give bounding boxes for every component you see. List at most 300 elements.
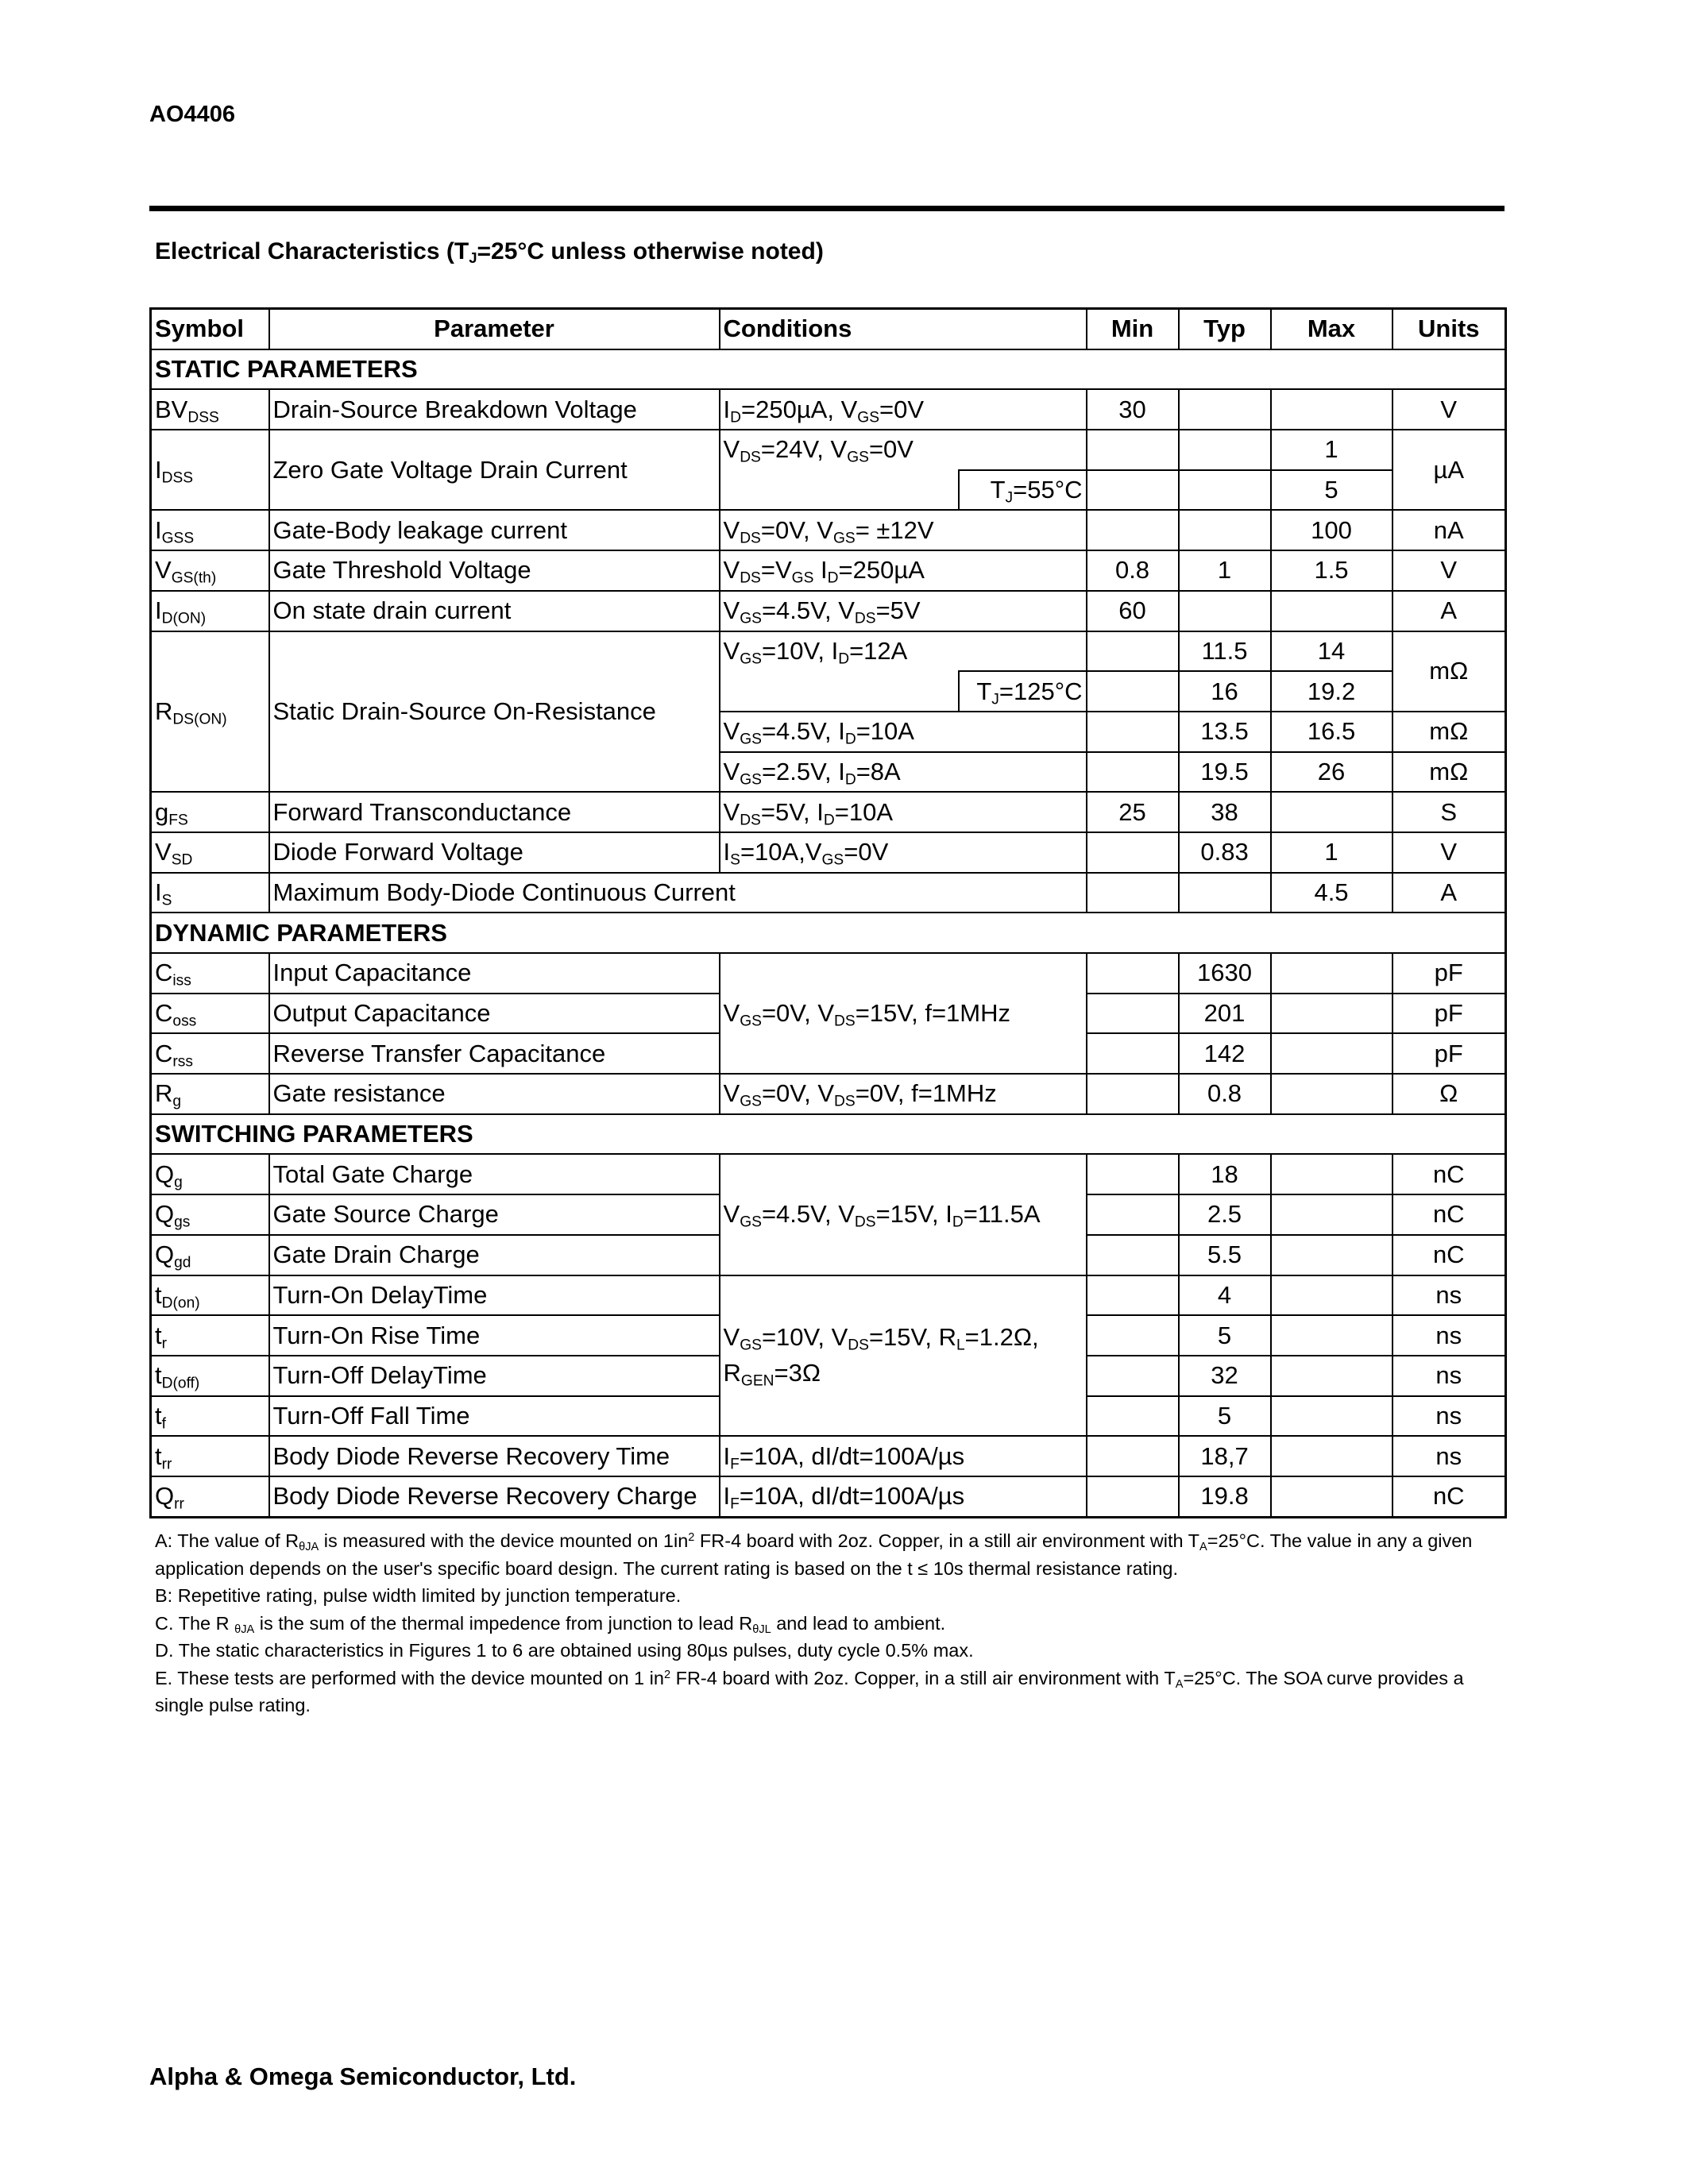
cond-sub: D <box>730 409 741 426</box>
note-text: and lead to ambient. <box>771 1612 946 1634</box>
symbol-main: I <box>155 878 162 906</box>
note-sup: 2 <box>663 1668 671 1681</box>
conditions-cell <box>720 631 1087 672</box>
cond-text: V <box>723 435 740 464</box>
symbol-sub: SD <box>171 851 193 869</box>
max-cell: 1 <box>1271 832 1393 873</box>
conditions-cell <box>720 792 1087 832</box>
symbol-sub: S <box>161 892 172 909</box>
symbol-cell <box>151 1074 269 1114</box>
units-cell: V <box>1393 832 1506 873</box>
table-row <box>151 1436 1506 1476</box>
table-row <box>151 430 1506 470</box>
cond-text: =V <box>760 556 792 585</box>
conditions-cell <box>720 1154 1087 1275</box>
units-cell: nC <box>1393 1235 1506 1275</box>
table-row <box>151 873 1506 913</box>
conditions-cell <box>720 470 959 511</box>
parameter-cell: Gate Drain Charge <box>269 1235 720 1275</box>
cond-text: V <box>723 757 740 785</box>
conditions-cell <box>720 832 1087 873</box>
parameter-cell: Forward Transconductance <box>269 792 720 832</box>
parameter-cell: Turn-Off Fall Time <box>269 1396 720 1437</box>
cond-sub: DS <box>854 1214 876 1231</box>
header-typ: Typ <box>1179 309 1271 349</box>
cond-sub: D <box>827 569 839 587</box>
cond-text: =5V, I <box>760 797 824 826</box>
parameter-cell: Gate-Body leakage current <box>269 510 720 550</box>
cond-text: = ±12V <box>855 515 934 544</box>
symbol-sub: GSS <box>161 530 195 547</box>
units-cell: Ω <box>1393 1074 1506 1114</box>
units-cell: mΩ <box>1393 712 1506 752</box>
cond-text: =10A, dI/dt=100A/µs <box>739 1441 965 1470</box>
note-text: is measured with the device mounted on 1in <box>319 1530 689 1551</box>
parameter-cell: Turn-On Rise Time <box>269 1315 720 1356</box>
min-cell <box>1087 1315 1179 1356</box>
note-sub: θJA <box>299 1541 319 1554</box>
note-c <box>155 1610 1489 1638</box>
typ-cell <box>1179 470 1271 511</box>
max-cell <box>1271 389 1393 430</box>
symbol-main: V <box>155 556 172 585</box>
typ-cell: 38 <box>1179 792 1271 832</box>
symbol-sub: rss <box>172 1053 193 1071</box>
cond-text: =0V, V <box>761 999 835 1028</box>
units-cell: ns <box>1393 1275 1506 1316</box>
symbol-main: C <box>155 959 173 987</box>
max-cell <box>1271 1436 1393 1476</box>
typ-cell: 19.8 <box>1179 1476 1271 1517</box>
table-row <box>151 631 1506 672</box>
units-cell: S <box>1393 792 1506 832</box>
min-cell <box>1087 1396 1179 1437</box>
conditions-cell <box>720 389 1087 430</box>
min-cell: 30 <box>1087 389 1179 430</box>
symbol-cell <box>151 1356 269 1396</box>
note-sup: 2 <box>688 1531 695 1544</box>
cond-text: I <box>723 1441 731 1470</box>
note-sub: A <box>1199 1541 1207 1554</box>
min-cell <box>1087 873 1179 913</box>
units-cell: nC <box>1393 1476 1506 1517</box>
typ-cell <box>1179 389 1271 430</box>
cond-sub: D <box>952 1214 964 1231</box>
typ-cell: 2.5 <box>1179 1194 1271 1235</box>
units-cell: pF <box>1393 994 1506 1034</box>
max-cell <box>1271 1194 1393 1235</box>
cond-sub: GS <box>740 1013 762 1030</box>
symbol-sub: g <box>174 1174 183 1191</box>
units-cell: nA <box>1393 510 1506 550</box>
parameter-cell: Gate Threshold Voltage <box>269 550 720 591</box>
conditions-cell <box>720 671 959 712</box>
symbol-cell <box>151 631 269 793</box>
cond-text: =11.5A <box>963 1200 1041 1229</box>
cond-sub: GS <box>847 449 869 466</box>
min-cell <box>1087 752 1179 793</box>
table-row <box>151 953 1506 994</box>
conditions-cell <box>720 752 1087 793</box>
symbol-cell <box>151 832 269 873</box>
max-cell <box>1271 1154 1393 1194</box>
cond-text: V <box>723 1322 740 1351</box>
typ-cell: 5 <box>1179 1396 1271 1437</box>
note-text: FR-4 board with 2oz. Copper, in a still air environment with T <box>694 1530 1200 1551</box>
header-min: Min <box>1087 309 1179 349</box>
min-cell <box>1087 832 1179 873</box>
symbol-main: Q <box>155 1241 175 1269</box>
conditions-cell <box>720 712 1087 752</box>
parameter-cell: Turn-Off DelayTime <box>269 1356 720 1396</box>
symbol-cell <box>151 389 269 430</box>
cond-sub: GS <box>740 731 762 748</box>
table-row <box>151 792 1506 832</box>
cond-text: =0V, V <box>761 1079 835 1108</box>
cond-sub: GS <box>740 1214 762 1231</box>
cond-sub: DS <box>740 569 761 587</box>
min-cell <box>1087 712 1179 752</box>
note-text: FR-4 board with 2oz. Copper, in a still air environment with T <box>670 1667 1176 1688</box>
cond-sub: GS <box>740 1337 762 1354</box>
note-text: C. The R <box>155 1612 235 1634</box>
symbol-sub: D(ON) <box>161 610 207 627</box>
cond-text: R <box>723 1358 741 1387</box>
cond-sub: F <box>730 1495 740 1513</box>
units-cell: mΩ <box>1393 631 1506 712</box>
symbol-sub: DS(ON) <box>172 711 227 728</box>
symbol-main: C <box>155 1039 173 1067</box>
cond-text: =12A <box>849 636 908 665</box>
typ-cell: 18 <box>1179 1154 1271 1194</box>
part-number: AO4406 <box>149 102 236 127</box>
max-cell: 1 <box>1271 430 1393 470</box>
typ-cell: 0.8 <box>1179 1074 1271 1114</box>
cond-sub: D <box>823 811 835 828</box>
symbol-main: Q <box>155 1482 175 1511</box>
cond-text: I <box>723 395 731 423</box>
cond-sub: D <box>844 731 856 748</box>
cond-sub: GS <box>832 530 856 547</box>
cond-sub: DS <box>854 610 876 627</box>
symbol-main: V <box>155 838 172 866</box>
parameter-cell: Zero Gate Voltage Drain Current <box>269 430 720 510</box>
max-cell <box>1271 994 1393 1034</box>
symbol-cell <box>151 953 269 994</box>
cond-text: =5V <box>875 596 921 625</box>
cond-text: V <box>723 515 740 544</box>
cond-text: =0V, V <box>760 515 833 544</box>
typ-cell: 16 <box>1179 671 1271 712</box>
units-cell: A <box>1393 591 1506 631</box>
parameter-cell: Maximum Body-Diode Continuous Current <box>269 873 1087 913</box>
note-text: is the sum of the thermal impedence from junction to lead R <box>254 1612 753 1634</box>
symbol-cell <box>151 430 269 510</box>
symbol-cell <box>151 1315 269 1356</box>
typ-cell <box>1179 510 1271 550</box>
tj-text: =55°C <box>1013 476 1083 504</box>
cond-text: =8A <box>856 757 901 785</box>
tj-sub: J <box>1005 489 1014 507</box>
max-cell <box>1271 1033 1393 1074</box>
cond-text: =10V, I <box>761 636 839 665</box>
cond-text: =3Ω <box>774 1358 821 1387</box>
max-cell: 14 <box>1271 631 1393 672</box>
max-cell <box>1271 591 1393 631</box>
note-e <box>155 1665 1489 1719</box>
symbol-cell <box>151 1235 269 1275</box>
table-row <box>151 1154 1506 1194</box>
table-row <box>151 832 1506 873</box>
max-cell: 16.5 <box>1271 712 1393 752</box>
symbol-cell <box>151 550 269 591</box>
cond-text: V <box>723 1079 740 1108</box>
max-cell <box>1271 1396 1393 1437</box>
cond-text: =15V, I <box>875 1200 952 1229</box>
cond-text: I <box>813 556 828 585</box>
note-text: =25°C. The SOA curve provides a single pulse rating. <box>155 1667 1464 1715</box>
cond-text: =250µA <box>838 556 925 585</box>
cond-sub: GEN <box>740 1372 774 1390</box>
table-row <box>151 510 1506 550</box>
header-units: Units <box>1393 309 1506 349</box>
section-switching: SWITCHING PARAMETERS <box>151 1114 1506 1155</box>
cond-sub: DS <box>834 1013 856 1030</box>
title-text-a: Electrical Characteristics (T <box>155 238 469 264</box>
symbol-sub: D(off) <box>161 1375 200 1392</box>
max-cell <box>1271 1356 1393 1396</box>
parameter-cell: Output Capacitance <box>269 994 720 1034</box>
cond-sub: L <box>956 1337 965 1354</box>
note-text: =25°C. The value in any a given application depends on the user's specific board design. The current rating is based on the t ≤ 10s thermal resistance rating. <box>155 1530 1473 1579</box>
symbol-main: t <box>155 1280 162 1309</box>
table-row <box>151 1275 1506 1316</box>
units-cell: A <box>1393 873 1506 913</box>
symbol-main: I <box>155 596 162 625</box>
conditions-cell <box>720 1476 1087 1517</box>
cond-text: =1.2Ω, <box>964 1322 1039 1351</box>
cond-text: V <box>723 1200 740 1229</box>
cond-text: V <box>723 717 740 746</box>
note-text: E. These tests are performed with the device mounted on 1 in <box>155 1667 664 1688</box>
note-sub: θJA <box>234 1623 255 1636</box>
symbol-sub: f <box>161 1415 166 1433</box>
max-cell <box>1271 1476 1393 1517</box>
symbol-cell <box>151 1275 269 1316</box>
symbol-main: I <box>155 455 162 484</box>
min-cell <box>1087 1033 1179 1074</box>
cond-text: =4.5V, V <box>761 596 855 625</box>
symbol-sub: DSS <box>187 409 219 426</box>
cond-sub: GS <box>740 1093 762 1110</box>
parameter-cell: Input Capacitance <box>269 953 720 994</box>
cond-text: =10A, dI/dt=100A/µs <box>739 1482 965 1511</box>
company-footer: Alpha & Omega Semiconductor, Ltd. <box>149 2062 577 2090</box>
max-cell <box>1271 953 1393 994</box>
header-symbol: Symbol <box>151 309 269 349</box>
min-cell <box>1087 510 1179 550</box>
min-cell <box>1087 470 1179 511</box>
typ-cell: 19.5 <box>1179 752 1271 793</box>
note-sub: A <box>1175 1677 1184 1691</box>
cond-text: =0V <box>879 395 925 423</box>
parameter-cell: Turn-On DelayTime <box>269 1275 720 1316</box>
min-cell <box>1087 994 1179 1034</box>
conditions-cell <box>720 430 1087 470</box>
conditions-cell <box>720 550 1087 591</box>
typ-cell: 5.5 <box>1179 1235 1271 1275</box>
typ-cell <box>1179 430 1271 470</box>
table-row <box>151 1074 1506 1114</box>
section-row-static <box>151 349 1506 390</box>
typ-cell: 18,7 <box>1179 1436 1271 1476</box>
cond-sub: D <box>844 771 856 789</box>
cond-sub: GS <box>791 569 814 587</box>
symbol-cell <box>151 792 269 832</box>
cond-text: V <box>723 556 740 585</box>
conditions-cell <box>720 1275 1087 1437</box>
cond-text: =15V, R <box>868 1322 956 1351</box>
cond-sub: DS <box>834 1093 856 1110</box>
header-max: Max <box>1271 309 1393 349</box>
cond-text: =4.5V, I <box>761 717 845 746</box>
symbol-sub: rr <box>161 1455 172 1472</box>
min-cell <box>1087 1436 1179 1476</box>
conditions-cell <box>720 1074 1087 1114</box>
units-cell: mΩ <box>1393 752 1506 793</box>
symbol-main: BV <box>155 395 188 423</box>
symbol-main: R <box>155 696 173 725</box>
symbol-cell <box>151 1154 269 1194</box>
conditions-cell <box>720 591 1087 631</box>
cond-text: I <box>723 1482 731 1511</box>
note-b: B: Repetitive rating, pulse width limited by junction temperature. <box>155 1585 682 1606</box>
min-cell <box>1087 1074 1179 1114</box>
tj-cell <box>959 470 1087 511</box>
cond-sub: S <box>730 851 740 869</box>
cond-sub: DS <box>740 811 761 828</box>
header-rule <box>149 206 1505 211</box>
title-text-sub: J <box>469 249 477 267</box>
symbol-main: R <box>155 1079 173 1108</box>
cond-text: =4.5V, V <box>761 1200 855 1229</box>
max-cell <box>1271 1315 1393 1356</box>
max-cell: 100 <box>1271 510 1393 550</box>
min-cell <box>1087 1154 1179 1194</box>
cond-text: =10A <box>834 797 894 826</box>
typ-cell: 32 <box>1179 1356 1271 1396</box>
max-cell: 19.2 <box>1271 671 1393 712</box>
section-title <box>155 238 824 265</box>
min-cell: 25 <box>1087 792 1179 832</box>
conditions-cell <box>720 953 1087 1074</box>
cond-text: V <box>723 797 740 826</box>
symbol-sub: r <box>161 1334 168 1352</box>
symbol-main: g <box>155 797 169 826</box>
max-cell <box>1271 1235 1393 1275</box>
typ-cell: 0.83 <box>1179 832 1271 873</box>
symbol-cell <box>151 510 269 550</box>
parameter-cell: Total Gate Charge <box>269 1154 720 1194</box>
tj-text: T <box>976 677 992 705</box>
typ-cell: 11.5 <box>1179 631 1271 672</box>
units-cell: µA <box>1393 430 1506 510</box>
cond-sub: DS <box>740 449 761 466</box>
cond-text: V <box>723 636 740 665</box>
parameter-cell: Body Diode Reverse Recovery Time <box>269 1436 720 1476</box>
cond-text: =0V <box>844 838 889 866</box>
section-row-switching <box>151 1114 1506 1155</box>
cond-sub: F <box>730 1455 740 1472</box>
symbol-sub: rr <box>174 1495 184 1513</box>
cond-sub: GS <box>821 851 844 869</box>
units-cell: pF <box>1393 1033 1506 1074</box>
units-cell: nC <box>1393 1194 1506 1235</box>
min-cell <box>1087 1476 1179 1517</box>
cond-text: =2.5V, I <box>761 757 845 785</box>
cond-sub: DS <box>848 1337 869 1354</box>
conditions-cell <box>720 1436 1087 1476</box>
table-header-row <box>151 309 1506 349</box>
parameter-cell: Drain-Source Breakdown Voltage <box>269 389 720 430</box>
tj-sub: J <box>991 690 999 708</box>
max-cell <box>1271 792 1393 832</box>
cond-text: =250µA, V <box>741 395 858 423</box>
cond-sub: GS <box>740 610 762 627</box>
parameter-cell: Reverse Transfer Capacitance <box>269 1033 720 1074</box>
symbol-cell <box>151 873 269 913</box>
symbol-cell <box>151 1194 269 1235</box>
table-row <box>151 591 1506 631</box>
symbol-cell <box>151 1436 269 1476</box>
units-cell: pF <box>1393 953 1506 994</box>
units-cell: ns <box>1393 1356 1506 1396</box>
conditions-cell <box>720 510 1087 550</box>
symbol-sub: FS <box>168 811 188 828</box>
symbol-main: t <box>155 1321 162 1349</box>
cond-text: =10V, V <box>761 1322 848 1351</box>
electrical-characteristics-table <box>149 307 1507 1518</box>
units-cell: ns <box>1393 1315 1506 1356</box>
typ-cell: 142 <box>1179 1033 1271 1074</box>
symbol-sub: iss <box>172 972 191 990</box>
min-cell: 0.8 <box>1087 550 1179 591</box>
section-static: STATIC PARAMETERS <box>151 349 1506 390</box>
cond-text: =10A,V <box>740 838 822 866</box>
typ-cell <box>1179 873 1271 913</box>
title-text-b: =25°C unless otherwise noted) <box>477 238 824 264</box>
symbol-sub: GS(th) <box>171 569 217 587</box>
units-cell: V <box>1393 550 1506 591</box>
symbol-cell <box>151 1396 269 1437</box>
symbol-sub: oss <box>172 1013 197 1030</box>
typ-cell: 13.5 <box>1179 712 1271 752</box>
min-cell <box>1087 430 1179 470</box>
max-cell: 1.5 <box>1271 550 1393 591</box>
cond-text: V <box>723 596 740 625</box>
symbol-cell <box>151 1033 269 1074</box>
note-text: A: The value of R <box>155 1530 299 1551</box>
symbol-sub: DSS <box>161 469 194 487</box>
cond-sub: GS <box>857 409 880 426</box>
parameter-cell: Gate Source Charge <box>269 1194 720 1235</box>
cond-sub: GS <box>740 771 762 789</box>
symbol-main: t <box>155 1401 162 1430</box>
symbol-main: t <box>155 1361 162 1390</box>
cond-sub: DS <box>740 530 761 547</box>
min-cell: 60 <box>1087 591 1179 631</box>
symbol-main: t <box>155 1441 162 1470</box>
